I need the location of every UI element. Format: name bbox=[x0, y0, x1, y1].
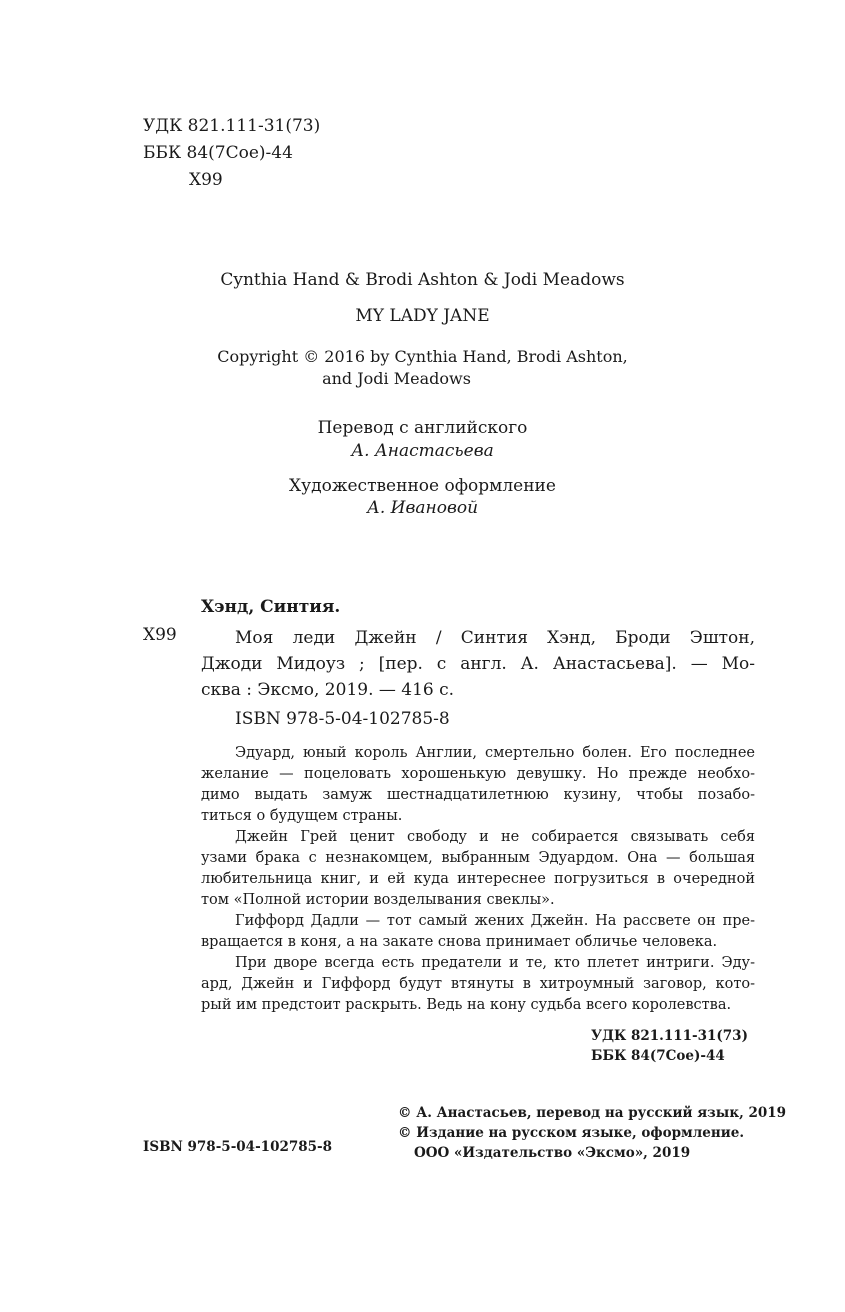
annotation-line: вращается в коня, а на закате снова принимает обличье человека. bbox=[201, 934, 718, 950]
footer-copyright-publisher: ООО «Издательство «Эксмо», 2019 bbox=[414, 1145, 691, 1161]
footer-copyright-translation: © А. Анастасьев, перевод на русский язык, 2019 bbox=[398, 1105, 787, 1121]
bottom-classification bbox=[591, 1026, 748, 1066]
annotation-line: рый им предстоит раскрыть. Ведь на кону судьба всего королевства. bbox=[201, 997, 732, 1013]
copyright-line-1: Copyright © 2016 by Cynthia Hand, Brodi Ashton, bbox=[217, 347, 628, 366]
annotation-line: Эдуард, юный король Англии, смертельно болен. Его последнее bbox=[235, 745, 755, 761]
designer-name: А. Ивановой bbox=[366, 498, 479, 518]
bbk-code: ББК 84(7Сое)-44 bbox=[143, 143, 293, 163]
design-label: Художественное оформление bbox=[289, 476, 556, 496]
original-copyright bbox=[0, 346, 845, 390]
bib-line-2: Джоди Мидоуз ; [пер. с англ. А. Анастасьева]. — Мо- bbox=[201, 654, 755, 674]
top-classification bbox=[143, 113, 320, 194]
bottom-udk-code: УДК 821.111-31(73) bbox=[591, 1028, 748, 1044]
bib-description bbox=[201, 625, 755, 703]
bib-mark: Х99 bbox=[143, 625, 177, 645]
annotation-line: димо выдать замуж шестнадцатилетнюю кузину, чтобы позабо- bbox=[201, 787, 755, 803]
annotation-line: Джейн Грей ценит свободу и не собирается связывать себя bbox=[235, 829, 755, 845]
annotation-line: При дворе всегда есть предатели и те, кто плетет интриги. Эду- bbox=[235, 955, 755, 971]
annotation-paragraph-4 bbox=[201, 953, 755, 1016]
footer-copyrights bbox=[398, 1103, 786, 1163]
bib-heading: Хэнд, Синтия. bbox=[201, 597, 341, 617]
annotation-line: титься о будущем страны. bbox=[201, 808, 403, 824]
original-authors: Cynthia Hand & Brodi Ashton & Jodi Meadows bbox=[220, 270, 625, 290]
annotation bbox=[201, 743, 755, 1016]
annotation-line: узами брака с незнакомцем, выбранным Эдуардом. Она — большая bbox=[201, 850, 755, 866]
footer-copyright-edition: © Издание на русском языке, оформление. bbox=[398, 1125, 745, 1141]
bib-line-1: Моя леди Джейн / Синтия Хэнд, Броди Эштон, bbox=[235, 628, 755, 648]
annotation-line: ард, Джейн и Гиффорд будут втянуты в хитроумный заговор, кото- bbox=[201, 976, 755, 992]
annotation-line: том «Полной истории возделывания свеклы». bbox=[201, 892, 555, 908]
bib-isbn: ISBN 978-5-04-102785-8 bbox=[235, 709, 450, 729]
udk-code: УДК 821.111-31(73) bbox=[143, 116, 321, 136]
annotation-line: Гиффорд Дадли — тот самый жених Джейн. На рассвете он пре- bbox=[235, 913, 755, 929]
footer-isbn: ISBN 978-5-04-102785-8 bbox=[143, 1139, 333, 1155]
translation-label: Перевод с английского bbox=[317, 418, 528, 438]
annotation-line: желание — поцеловать хорошенькую девушку. Но прежде необхо- bbox=[201, 766, 755, 782]
bottom-bbk-code: ББК 84(7Сое)-44 bbox=[591, 1048, 725, 1064]
author-mark: Х99 bbox=[189, 170, 223, 190]
annotation-line: любительница книг, и ей куда интереснее погрузиться в очередной bbox=[201, 871, 755, 887]
bib-line-3: сква : Эксмо, 2019. — 416 с. bbox=[201, 680, 455, 700]
copyright-line-2: and Jodi Meadows bbox=[322, 369, 471, 388]
annotation-paragraph-1 bbox=[201, 743, 755, 827]
original-title: MY LADY JANE bbox=[355, 306, 490, 326]
annotation-paragraph-2 bbox=[201, 827, 755, 911]
translator-name: А. Анастасьева bbox=[351, 441, 494, 461]
annotation-paragraph-3 bbox=[201, 911, 755, 953]
